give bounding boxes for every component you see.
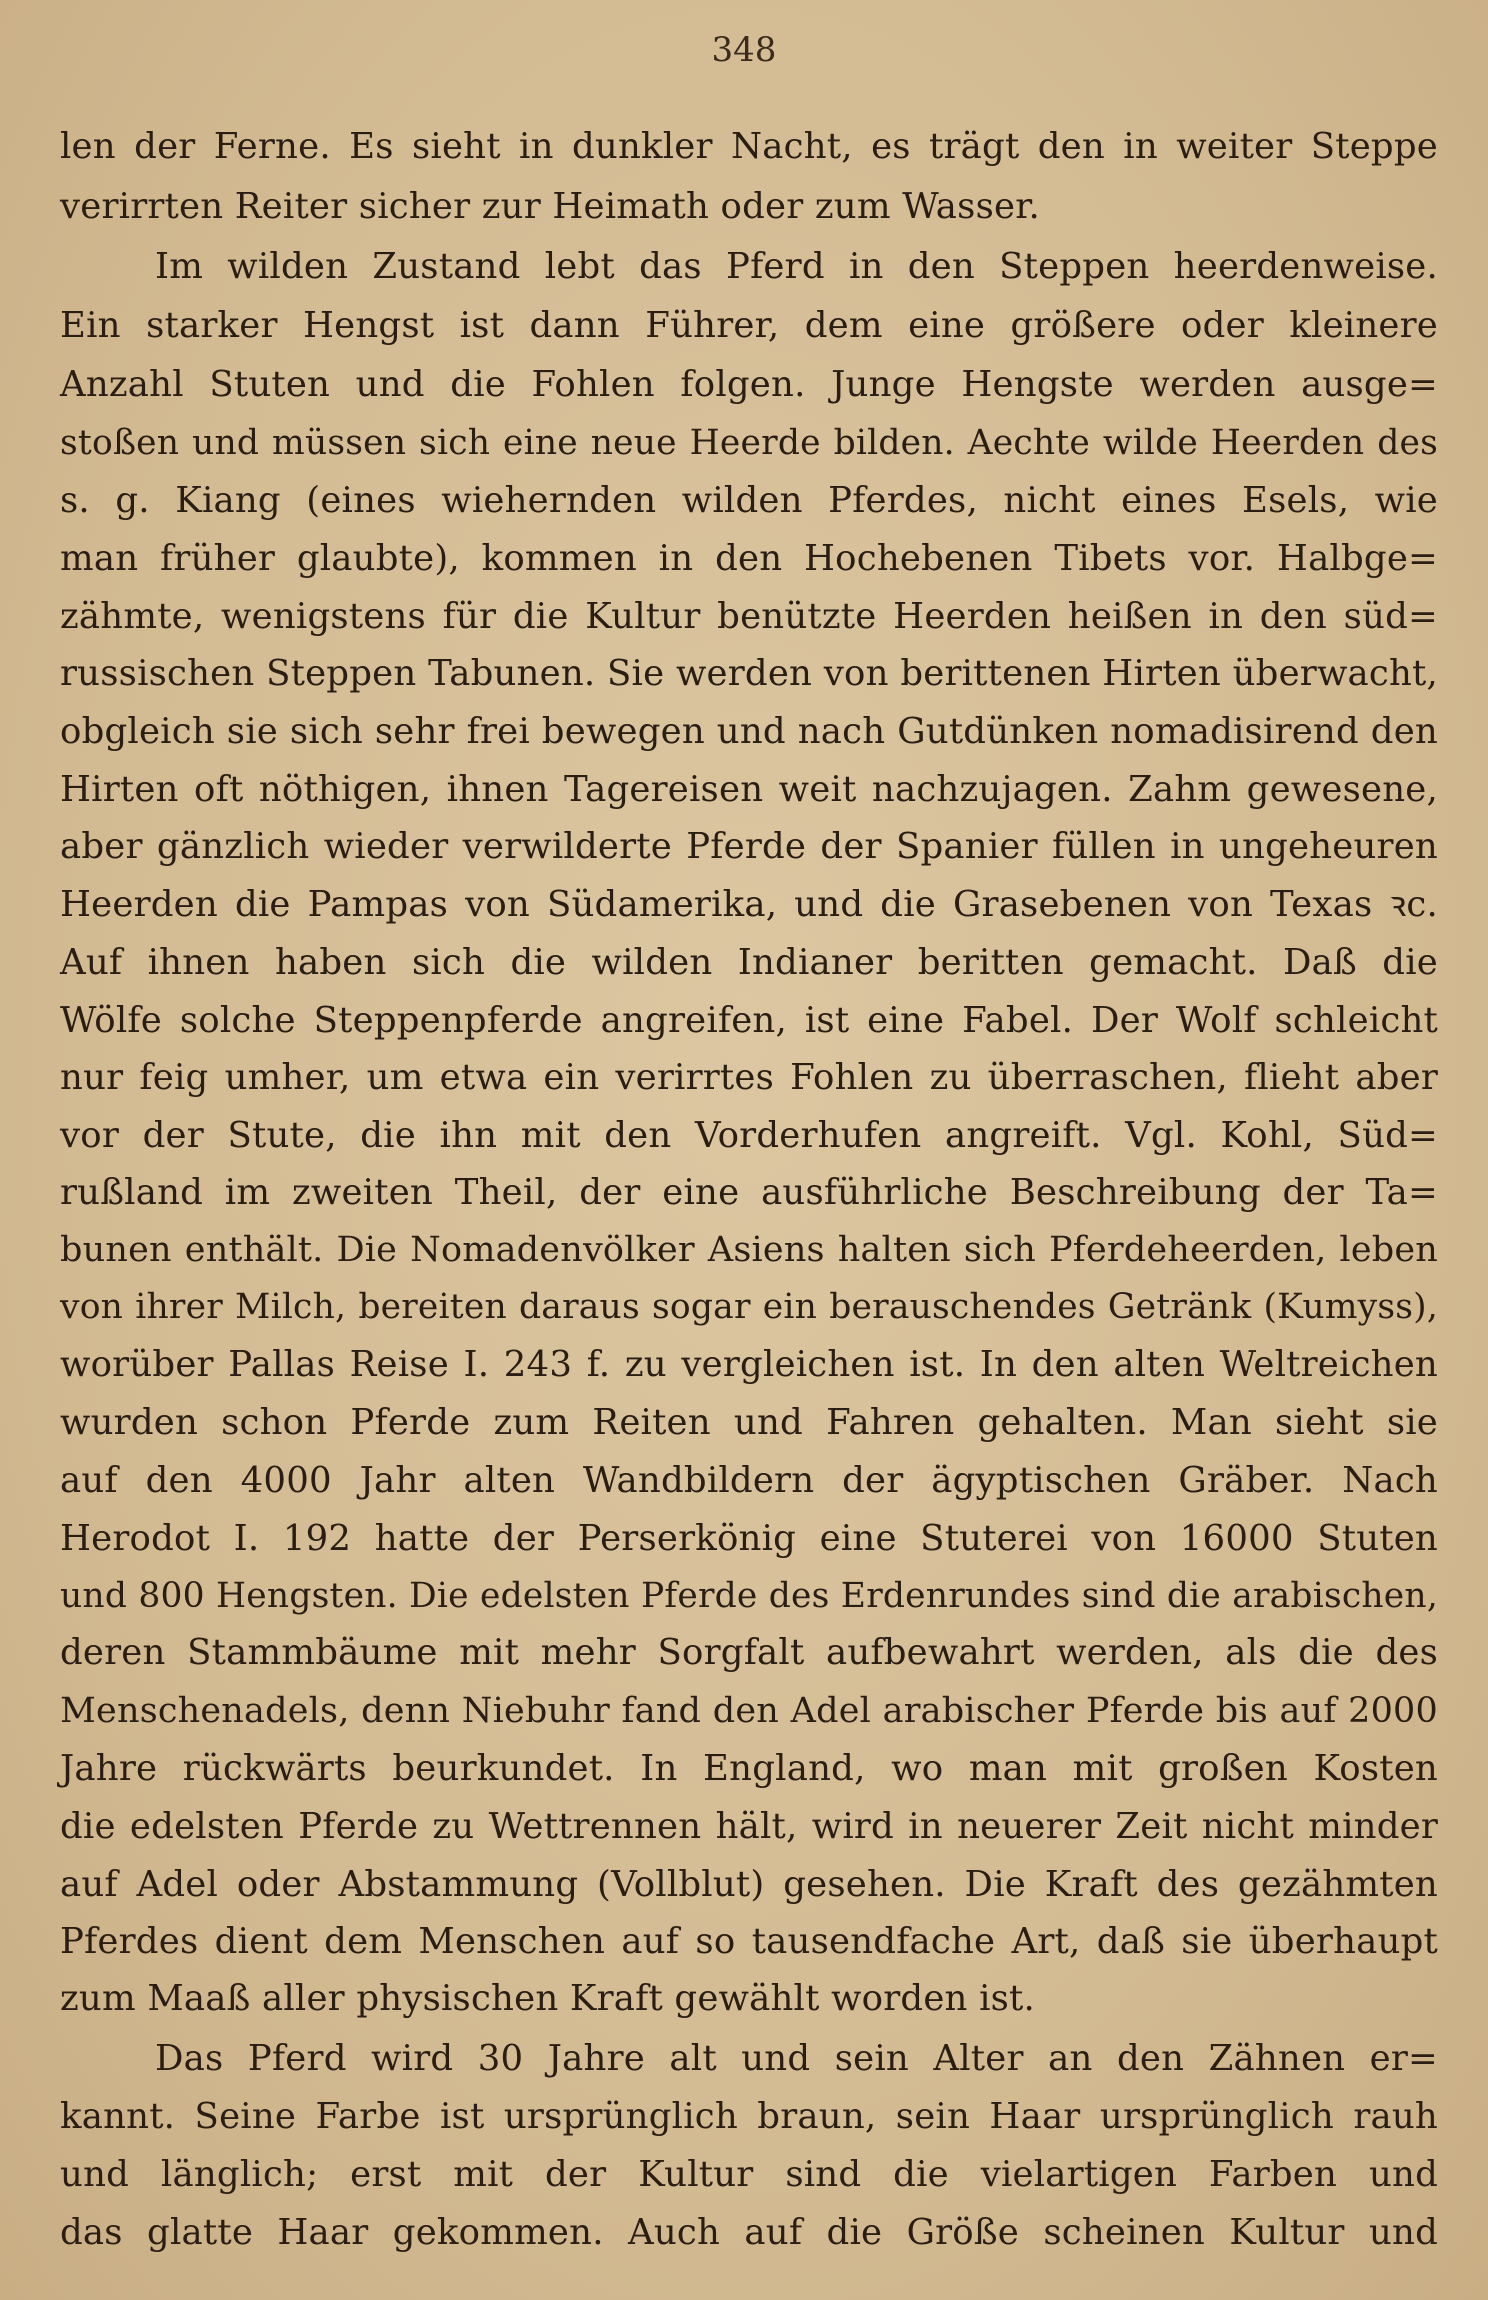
text-line-25: Herodot I. 192 hatte der Perserkönig eine Stuterei von 16000 Stuten bbox=[60, 1518, 1438, 1559]
text-line-20: bunen enthält. Die Nomadenvölker Asiens halten sich Pferdeheerden, leben bbox=[60, 1230, 1438, 1270]
page-number: 348 bbox=[711, 30, 777, 70]
text-line-21: von ihrer Milch, bereiten daraus sogar ein berauschendes Getränk (Kumyss), bbox=[60, 1287, 1438, 1327]
text-line-8: man früher glaubte), kommen in den Hochebenen Tibets vor. Halbge= bbox=[60, 538, 1438, 579]
text-line-18: vor der Stute, die ihn mit den Vorderhufen angreift. Vgl. Kohl, Süd= bbox=[60, 1115, 1438, 1156]
text-line-15: Auf ihnen haben sich die wilden Indianer beritten gemacht. Daß die bbox=[60, 942, 1438, 983]
text-line-17: nur feig umher, um etwa ein verirrtes Fohlen zu überraschen, flieht aber bbox=[60, 1057, 1438, 1098]
text-line-28: Menschenadels, denn Niebuhr fand den Adel arabischer Pferde bis auf 2000 bbox=[60, 1691, 1438, 1731]
text-line-16: Wölfe solche Steppenpferde angreifen, ist eine Fabel. Der Wolf schleicht bbox=[60, 1000, 1438, 1041]
text-line-11: obgleich sie sich sehr frei bewegen und nach Gutdünken nomadisirend den bbox=[60, 711, 1438, 752]
text-line-12: Hirten oft nöthigen, ihnen Tagereisen weit nachzujagen. Zahm gewesene, bbox=[60, 769, 1438, 810]
text-line-19: rußland im zweiten Theil, der eine ausführliche Beschreibung der Ta= bbox=[60, 1172, 1438, 1213]
text-line-27: deren Stammbäume mit mehr Sorgfalt aufbewahrt werden, als die des bbox=[60, 1632, 1438, 1673]
text-line-10: russischen Steppen Tabunen. Sie werden von berittenen Hirten überwacht, bbox=[60, 653, 1438, 694]
text-line-13: aber gänzlich wieder verwilderte Pferde der Spanier füllen in ungeheuren bbox=[60, 826, 1438, 867]
text-line-24: auf den 4000 Jahr alten Wandbildern der ägyptischen Gräber. Nach bbox=[60, 1460, 1438, 1501]
text-line-33: zum Maaß aller physischen Kraft gewählt worden ist. bbox=[60, 1978, 1035, 2019]
text-line-37: das glatte Haar gekommen. Auch auf die Größe scheinen Kultur und bbox=[60, 2212, 1438, 2253]
text-line-7: s. g. Kiang (eines wiehernden wilden Pferdes, nicht eines Esels, wie bbox=[60, 480, 1438, 521]
text-line-29: Jahre rückwärts beurkundet. In England, wo man mit großen Kosten bbox=[60, 1748, 1438, 1789]
text-line-22: worüber Pallas Reise I. 243 f. zu vergleichen ist. In den alten Weltreichen bbox=[60, 1344, 1438, 1385]
text-line-23: wurden schon Pferde zum Reiten und Fahren gehalten. Man sieht sie bbox=[60, 1402, 1438, 1443]
text-line-9: zähmte, wenigstens für die Kultur benützte Heerden heißen in den süd= bbox=[60, 596, 1438, 637]
text-line-3: Im wilden Zustand lebt das Pferd in den Steppen heerdenweise. bbox=[155, 246, 1438, 287]
text-line-26: und 800 Hengsten. Die edelsten Pferde des Erdenrundes sind die arabischen, bbox=[60, 1576, 1438, 1616]
text-line-31: auf Adel oder Abstammung (Vollblut) gesehen. Die Kraft des gezähmten bbox=[60, 1864, 1438, 1905]
text-line-36: und länglich; erst mit der Kultur sind die vielartigen Farben und bbox=[60, 2154, 1438, 2195]
text-line-2: verirrten Reiter sicher zur Heimath oder zum Wasser. bbox=[60, 186, 1040, 227]
text-line-4: Ein starker Hengst ist dann Führer, dem eine größere oder kleinere bbox=[60, 305, 1438, 346]
text-line-6: stoßen und müssen sich eine neue Heerde bilden. Aechte wilde Heerden des bbox=[60, 423, 1438, 463]
text-line-32: Pferdes dient dem Menschen auf so tausendfache Art, daß sie überhaupt bbox=[60, 1921, 1438, 1962]
text-line-30: die edelsten Pferde zu Wettrennen hält, wird in neuerer Zeit nicht minder bbox=[60, 1806, 1438, 1847]
text-line-35: kannt. Seine Farbe ist ursprünglich braun, sein Haar ursprünglich rauh bbox=[60, 2096, 1438, 2137]
text-line-34: Das Pferd wird 30 Jahre alt und sein Alter an den Zähnen er= bbox=[155, 2038, 1438, 2079]
text-line-1: len der Ferne. Es sieht in dunkler Nacht, es trägt den in weiter Steppe bbox=[60, 126, 1438, 167]
text-line-5: Anzahl Stuten und die Fohlen folgen. Junge Hengste werden ausge= bbox=[60, 364, 1438, 405]
text-line-14: Heerden die Pampas von Südamerika, und die Grasebenen von Texas ꝛc. bbox=[60, 884, 1438, 925]
